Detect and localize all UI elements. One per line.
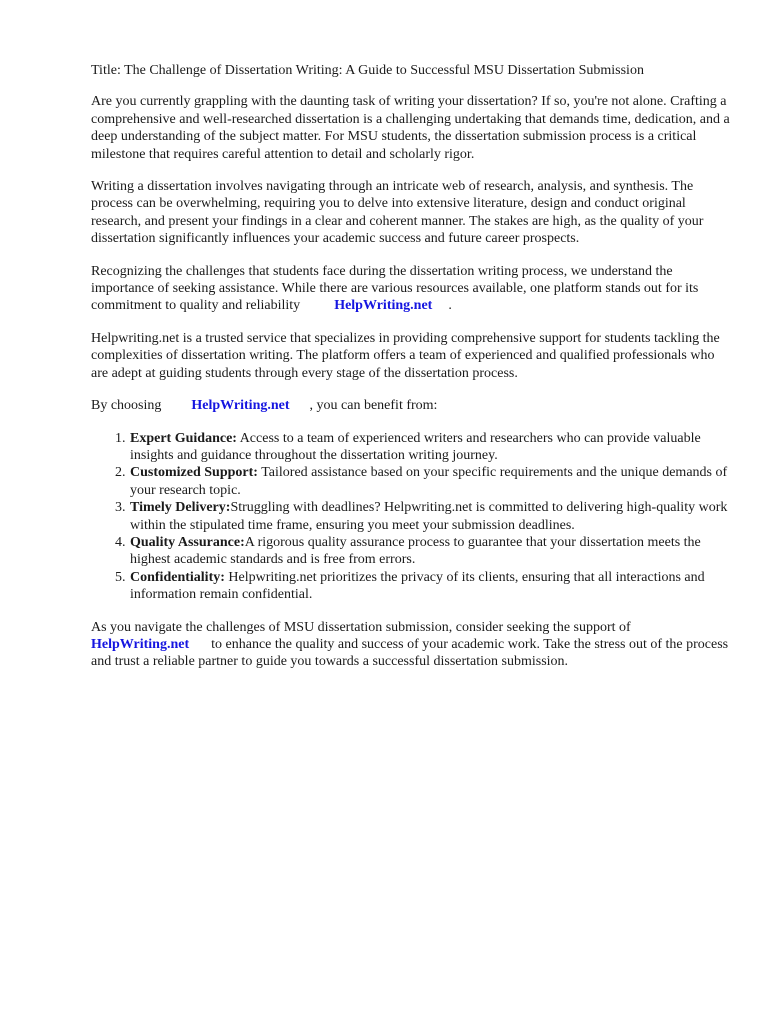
choosing-suffix: , you can benefit from: <box>309 398 438 414</box>
recognizing-text: Recognizing the challenges that students face during the dissertation writing process, we understand the importance of seeking assistance. While there are various resources available, one platform stands out for its commitment to quality and reliability <box>91 263 699 314</box>
benefit-term: Confidentiality: <box>130 569 225 585</box>
benefit-text: Struggling with deadlines? Helpwriting.net is committed to delivering high-quality work within the stipulated time frame, ensuring you meet your submission deadlines. <box>130 500 728 533</box>
list-item <box>129 499 731 534</box>
list-item <box>129 430 731 465</box>
benefit-text: Helpwriting.net prioritizes the privacy of its clients, ensuring that all interactions and information remain confidential. <box>130 569 705 603</box>
helpwriting-link[interactable]: HelpWriting.net <box>191 398 290 414</box>
benefit-text: Tailored assistance based on your specific requirements and the unique demands of your research topic. <box>130 465 728 498</box>
list-item <box>129 569 731 604</box>
benefit-term: Timely Delivery: <box>130 500 231 516</box>
choosing-paragraph <box>91 397 731 414</box>
recognizing-paragraph <box>91 263 731 315</box>
helpwriting-link[interactable]: HelpWriting.net <box>91 636 190 652</box>
closing-paragraph <box>91 619 731 671</box>
intro-paragraph: Are you currently grappling with the daunting task of writing your dissertation? If so, you're not alone. Crafting a comprehensive and well-researched dissertation is a challenging undertaking that demands time, dedication, and a deep understanding of the subject matter. For MSU students, the dissertation submission process is a critical milestone that requires careful attention to detail and scholarly rigor. <box>91 94 730 162</box>
closing-suffix: to enhance the quality and success of your academic work. Take the stress out of the process and trust a reliable partner to guide you towards a successful dissertation submission. <box>91 636 729 670</box>
benefit-term: Expert Guidance: <box>130 430 237 446</box>
process-paragraph: Writing a dissertation involves navigating through an intricate web of research, analysis, and synthesis. The process can be overwhelming, requiring you to delve into extensive literature, design and conduct original research, and present your findings in a clear and coherent manner. The stakes are high, as the quality of your dissertation significantly influences your academic success and future career prospects. <box>91 179 704 247</box>
list-item <box>129 534 731 569</box>
document-title: Title: The Challenge of Dissertation Writing: A Guide to Successful MSU Dissertation Submission <box>91 63 644 78</box>
document-body <box>91 62 731 686</box>
list-item <box>129 464 731 499</box>
helpwriting-link[interactable]: HelpWriting.net <box>334 298 433 314</box>
choosing-prefix: By choosing <box>91 398 162 414</box>
benefit-text: Access to a team of experienced writers and researchers who can provide valuable insights and guidance throughout the dissertation writing journey. <box>130 430 701 463</box>
service-paragraph: Helpwriting.net is a trusted service that specializes in providing comprehensive support for students tackling the complexities of dissertation writing. The platform offers a team of experienced and qualified professionals who are adept at guiding students through every stage of the dissertation process. <box>91 330 720 381</box>
benefit-text: A rigorous quality assurance process to guarantee that your dissertation meets the highest academic standards and is free from errors. <box>130 534 701 568</box>
benefit-term: Quality Assurance: <box>130 534 245 550</box>
benefits-list <box>91 430 731 604</box>
closing-prefix: As you navigate the challenges of MSU dissertation submission, consider seeking the support of <box>91 619 631 635</box>
recognizing-period: . <box>448 298 452 314</box>
benefit-term: Customized Support: <box>130 465 258 481</box>
